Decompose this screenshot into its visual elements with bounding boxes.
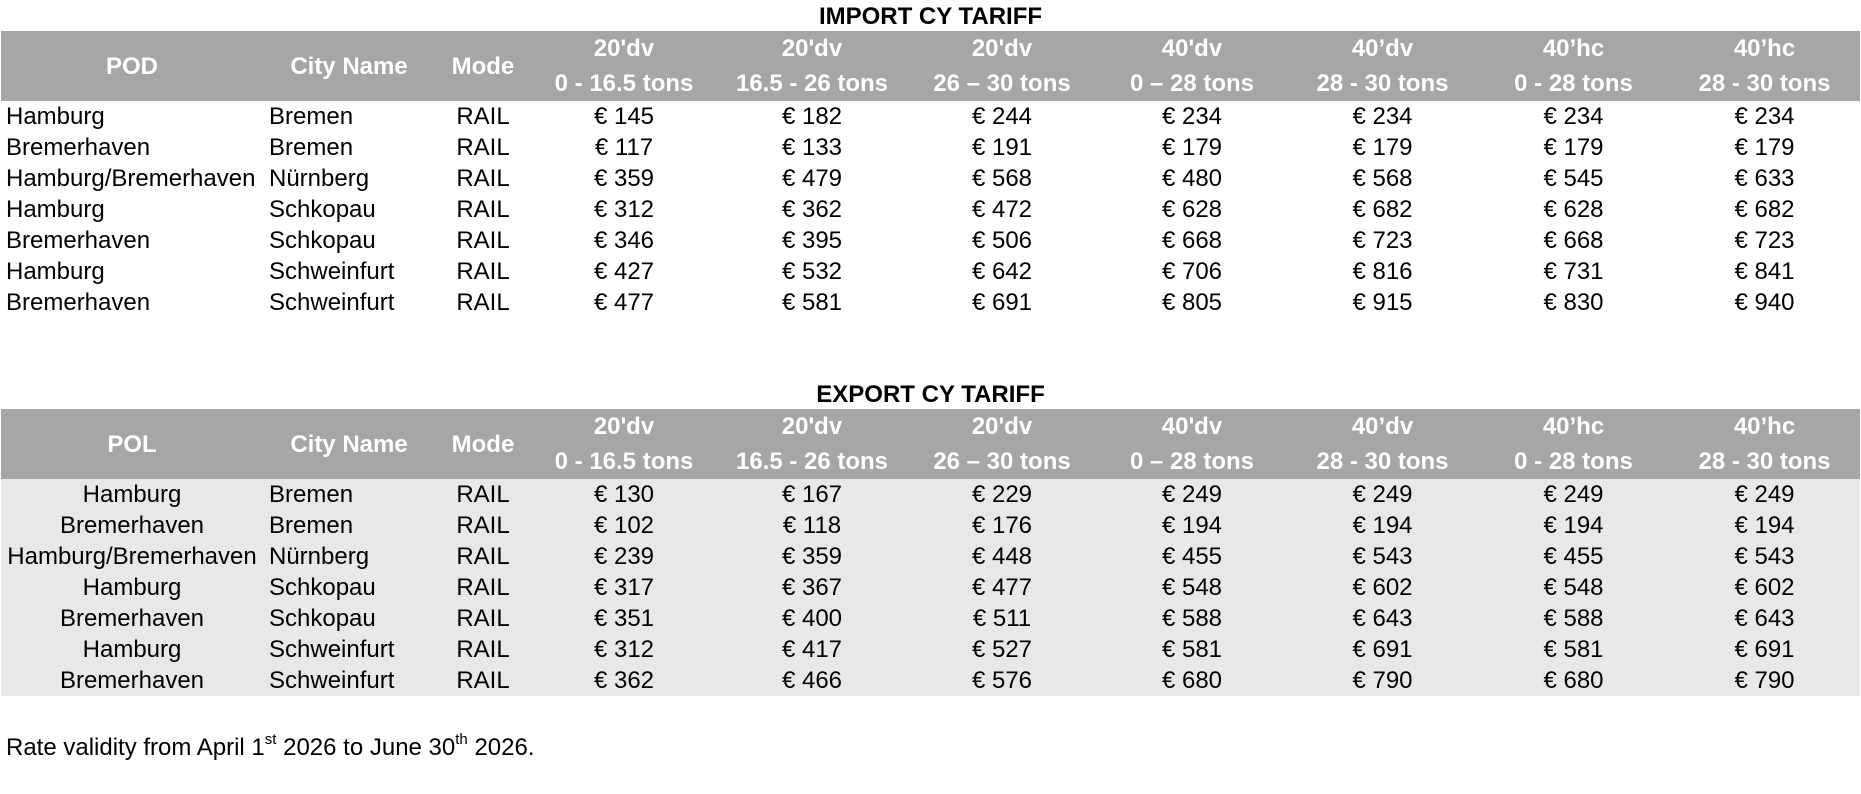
rate-cell: € 359 [781,543,843,570]
rate-cell: € 477 [593,289,655,316]
city-cell: Bremen [269,481,354,508]
rate-cell: € 395 [781,227,843,254]
header-weight-range: 0 - 28 tons [1514,70,1633,97]
rate-cell: € 367 [781,574,843,601]
rate-cell: € 359 [593,165,655,192]
header-rate-column [1287,31,1478,101]
rate-cell: € 680 [1543,667,1604,694]
header-city: City Name [263,409,435,479]
header-rate-column [1478,31,1669,101]
city-cell: Schkopau [269,227,376,254]
rate-cell: € 130 [593,481,655,508]
port-cell: Hamburg [82,636,182,663]
rate-cell: € 628 [1543,196,1604,223]
header-rate-column [1097,31,1287,101]
header-port: POL [1,409,263,479]
rate-cell: € 723 [1734,227,1795,254]
table-row [1,665,1860,696]
rate-cell: € 581 [1543,636,1604,663]
header-rate-column [1669,409,1860,479]
rate-cell: € 346 [593,227,655,254]
table-row [1,225,1860,256]
rate-cell: € 568 [1352,165,1413,192]
rate-cell: € 691 [1352,636,1413,663]
rate-cell: € 633 [1734,165,1795,192]
rate-cell: € 249 [1352,481,1413,508]
rate-cell: € 362 [593,667,655,694]
header-weight-range: 0 – 28 tons [1129,448,1255,475]
rate-cell: € 816 [1352,258,1413,285]
port-cell: Hamburg [82,574,182,601]
header-weight-range: 26 – 30 tons [933,70,1071,97]
header-rate-column [1287,409,1478,479]
rate-cell: € 455 [1543,543,1604,570]
mode-cell: RAIL [456,543,510,570]
port-cell: Hamburg [82,481,182,508]
port-cell: Hamburg [6,103,105,130]
rate-cell: € 249 [1543,481,1604,508]
rate-cell: € 317 [593,574,655,601]
city-cell: Schkopau [269,605,376,632]
rate-cell: € 239 [593,543,655,570]
rate-cell: € 668 [1161,227,1223,254]
mode-cell: RAIL [456,165,510,192]
rate-cell: € 643 [1734,605,1795,632]
port-cell: Bremerhaven [59,605,205,632]
header-container-size: 40’hc [1542,413,1605,440]
rate-cell: € 548 [1161,574,1223,601]
rate-cell: € 805 [1161,289,1223,316]
table-row [1,163,1860,194]
rate-cell: € 691 [971,289,1033,316]
header-weight-range: 28 - 30 tons [1316,448,1449,475]
header-port: POD [1,31,263,101]
header-weight-range: 28 - 30 tons [1698,70,1831,97]
rate-cell: € 229 [971,481,1033,508]
rate-cell: € 479 [781,165,843,192]
rate-cell: € 588 [1543,605,1604,632]
table-row [1,479,1860,510]
rate-cell: € 545 [1543,165,1604,192]
header-container-size: 20'dv [593,413,655,440]
rate-cell: € 194 [1352,512,1413,539]
rate-cell: € 176 [971,512,1033,539]
header-weight-range: 0 – 28 tons [1129,70,1255,97]
import-tariff-title: IMPORT CY TARIFF [818,3,1043,30]
rate-cell: € 448 [971,543,1033,570]
header-weight-range: 16.5 - 26 tons [735,448,889,475]
rate-cell: € 543 [1352,543,1413,570]
header-weight-range: 0 - 16.5 tons [554,448,694,475]
port-cell: Bremerhaven [6,227,151,254]
rate-cell: € 602 [1734,574,1795,601]
header-container-size: 20'dv [971,35,1033,62]
header-weight-range: 0 - 28 tons [1514,448,1633,475]
rate-cell: € 841 [1734,258,1795,285]
header-weight-range: 28 - 30 tons [1316,70,1449,97]
rate-cell: € 511 [972,605,1032,632]
rate-cell: € 682 [1352,196,1413,223]
rate-cell: € 234 [1352,103,1413,130]
rate-cell: € 249 [1161,481,1223,508]
rate-cell: € 915 [1352,289,1413,316]
rate-cell: € 102 [593,512,655,539]
validity-prefix: Rate validity from April 1 [6,734,265,761]
rate-cell: € 588 [1161,605,1223,632]
rate-cell: € 642 [971,258,1033,285]
rate-cell: € 194 [1543,512,1604,539]
port-cell: Bremerhaven [6,289,151,316]
city-cell: Schkopau [269,196,376,223]
rate-cell: € 643 [1352,605,1413,632]
table-row [1,541,1860,572]
header-container-size: 20'dv [971,413,1033,440]
header-rate-column [531,409,717,479]
header-weight-range: 28 - 30 tons [1698,448,1831,475]
city-cell: Bremen [269,103,354,130]
rate-cell: € 790 [1352,667,1413,694]
import-tariff-table [1,31,1860,318]
table-row [1,256,1860,287]
header-container-size: 40’hc [1542,35,1605,62]
export-header-row [1,409,1860,479]
rate-cell: € 576 [971,667,1033,694]
rate-cell: € 351 [593,605,655,632]
validity-suffix: 2026. [467,734,535,761]
mode-cell: RAIL [456,512,510,539]
port-cell: Hamburg/Bremerhaven [6,165,256,192]
header-rate-column [531,31,717,101]
rate-cell: € 118 [782,512,842,539]
port-cell: Hamburg/Bremerhaven [7,543,257,570]
mode-cell: RAIL [456,134,510,161]
city-cell: Bremen [269,134,354,161]
header-rate-column [1097,409,1287,479]
mode-cell: RAIL [456,258,510,285]
header-rate-column [907,409,1097,479]
rate-cell: € 312 [593,196,655,223]
rate-cell: € 179 [1161,134,1223,161]
rate-cell: € 940 [1734,289,1795,316]
city-cell: Bremen [269,512,354,539]
import-header-row [1,31,1860,101]
mode-cell: RAIL [456,481,510,508]
table-row [1,572,1860,603]
table-row [1,194,1860,225]
rate-cell: € 680 [1161,667,1223,694]
rate-cell: € 506 [971,227,1033,254]
mode-cell: RAIL [456,289,510,316]
validity-ordinal-st: st [264,731,277,748]
rate-cell: € 706 [1161,258,1223,285]
header-container-size: 40’hc [1733,413,1796,440]
rate-cell: € 179 [1734,134,1795,161]
header-container-size: 20'dv [781,35,843,62]
header-container-size: 20'dv [593,35,655,62]
header-container-size: 40’hc [1733,35,1796,62]
rate-cell: € 830 [1543,289,1604,316]
mode-cell: RAIL [456,196,510,223]
header-rate-column [1669,31,1860,101]
table-row [1,510,1860,541]
rate-cell: € 480 [1161,165,1223,192]
rate-cell: € 731 [1543,258,1604,285]
city-cell: Schkopau [269,574,376,601]
header-rate-column [717,31,907,101]
header-city: City Name [263,31,435,101]
rate-cell: € 548 [1543,574,1604,601]
city-cell: Nürnberg [269,543,370,570]
port-cell: Hamburg [6,258,105,285]
mode-cell: RAIL [456,636,510,663]
header-container-size: 40'dv [1161,35,1223,62]
mode-cell: RAIL [456,227,510,254]
rate-cell: € 179 [1543,134,1604,161]
rate-cell: € 455 [1161,543,1223,570]
header-container-size: 40'dv [1161,413,1223,440]
header-mode: Mode [435,409,531,479]
rate-cell: € 234 [1161,103,1223,130]
header-container-size: 20'dv [781,413,843,440]
rate-cell: € 602 [1352,574,1413,601]
rate-cell: € 527 [971,636,1033,663]
rate-cell: € 723 [1352,227,1413,254]
rate-cell: € 400 [781,605,843,632]
header-weight-range: 26 – 30 tons [933,448,1071,475]
rate-cell: € 417 [781,636,843,663]
rate-cell: € 466 [781,667,843,694]
header-weight-range: 0 - 16.5 tons [554,70,694,97]
validity-middle: 2026 to June 30 [276,734,456,761]
table-row [1,634,1860,665]
mode-cell: RAIL [456,605,510,632]
rate-cell: € 581 [781,289,843,316]
city-cell: Schweinfurt [269,636,395,663]
table-row [1,101,1860,132]
rate-cell: € 145 [593,103,655,130]
header-container-size: 40’dv [1351,413,1414,440]
export-tariff-table [1,409,1860,696]
rate-cell: € 682 [1734,196,1795,223]
rate-cell: € 362 [781,196,843,223]
header-rate-column [717,409,907,479]
rate-cell: € 543 [1734,543,1795,570]
port-cell: Bremerhaven [6,134,151,161]
rate-cell: € 194 [1734,512,1795,539]
rate-cell: € 191 [971,134,1033,161]
rate-cell: € 668 [1543,227,1604,254]
rate-cell: € 691 [1734,636,1795,663]
rate-cell: € 234 [1543,103,1604,130]
mode-cell: RAIL [456,667,510,694]
rate-cell: € 628 [1161,196,1223,223]
header-rate-column [1478,409,1669,479]
rate-cell: € 182 [781,103,843,130]
rate-cell: € 179 [1352,134,1413,161]
validity-ordinal-th: th [455,731,468,748]
rate-cell: € 244 [971,103,1033,130]
rate-cell: € 133 [781,134,843,161]
header-container-size: 40’dv [1351,35,1414,62]
rate-cell: € 249 [1734,481,1795,508]
city-cell: Schweinfurt [269,289,395,316]
table-row [1,132,1860,163]
export-tariff-title: EXPORT CY TARIFF [816,381,1045,408]
rate-cell: € 790 [1734,667,1795,694]
mode-cell: RAIL [456,103,510,130]
rate-cell: € 427 [593,258,655,285]
rate-cell: € 312 [593,636,655,663]
rate-cell: € 167 [781,481,843,508]
port-cell: Bremerhaven [59,667,205,694]
table-row [1,287,1860,318]
table-row [1,603,1860,634]
rate-cell: € 568 [971,165,1033,192]
port-cell: Hamburg [6,196,105,223]
header-weight-range: 16.5 - 26 tons [735,70,889,97]
rate-cell: € 117 [594,134,654,161]
rate-cell: € 472 [971,196,1033,223]
header-rate-column [907,31,1097,101]
mode-cell: RAIL [456,574,510,601]
city-cell: Schweinfurt [269,258,395,285]
header-mode: Mode [435,31,531,101]
rate-validity-note [6,733,535,763]
rate-cell: € 234 [1734,103,1795,130]
rate-cell: € 194 [1161,512,1223,539]
rate-cell: € 581 [1161,636,1223,663]
port-cell: Bremerhaven [59,512,205,539]
city-cell: Nürnberg [269,165,370,192]
city-cell: Schweinfurt [269,667,395,694]
rate-cell: € 477 [971,574,1033,601]
rate-cell: € 532 [781,258,843,285]
